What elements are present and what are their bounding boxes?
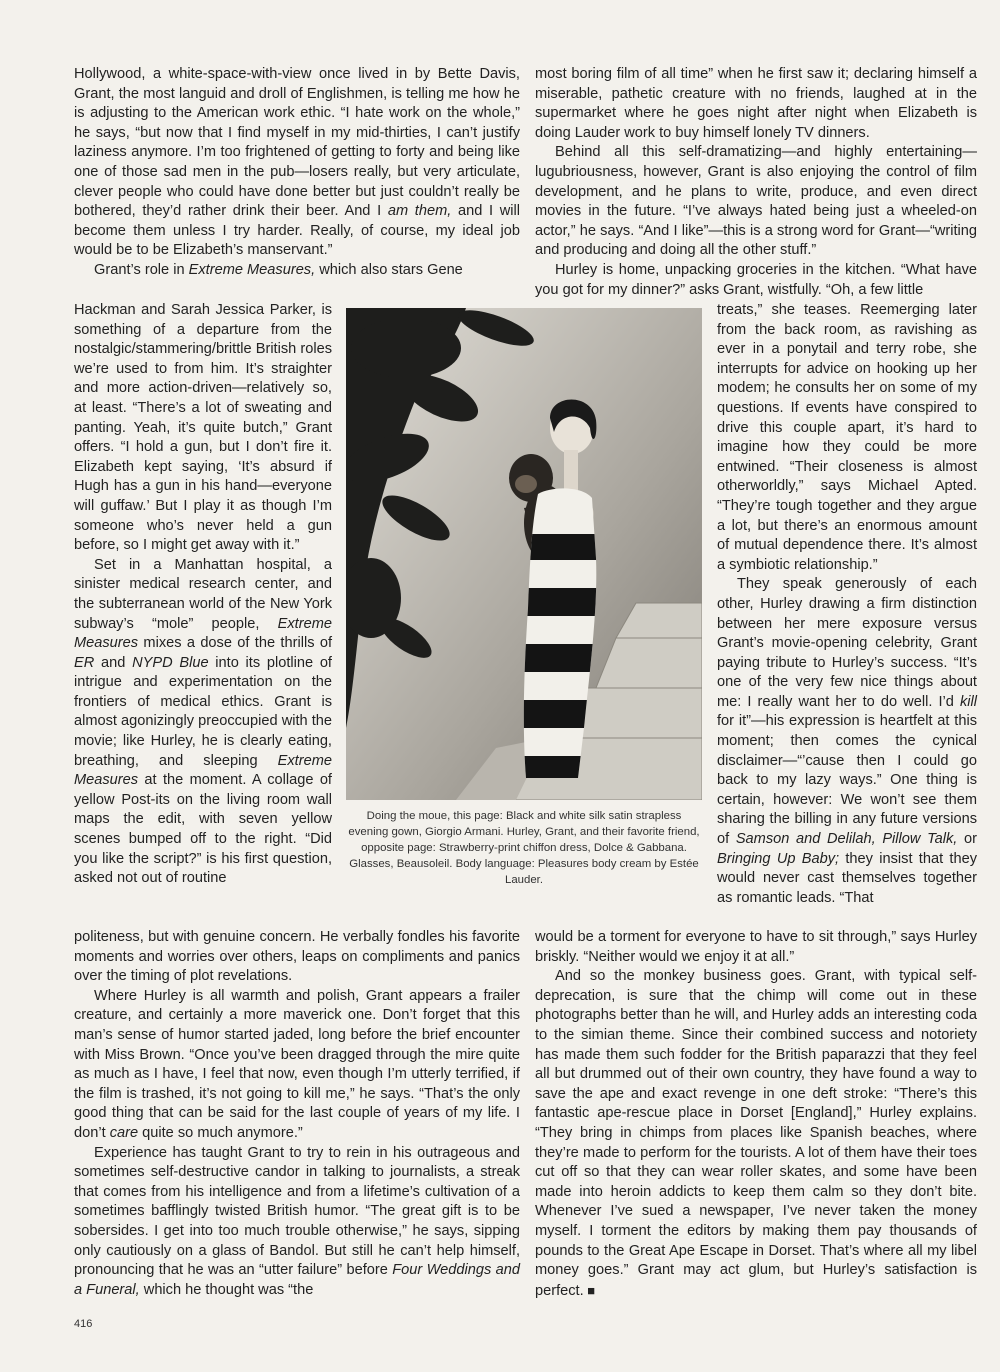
paragraph: Where Hurley is all warmth and polish, Grant appears a frailer creature, and certainly a more maverick one. Don’t forget that this man’s sense of humor started jaded, long before the brief encounter with Miss Brown. “Once you’ve been dragged through the mire quite as much as I have, I feel that now, even though I’m utterly terrified, if the film is trashed, it’s not going to kill me,” he says. “That’s the only good thing that can be said for the last couple of years of my life. I don’t care quite so much anymore.” [74,987,520,1141]
paragraph: They speak generously of each other, Hurley drawing a firm distinction between her mere exposure versus Grant’s movie-opening celebrity, Grant paying tribute to Hurley’s success. “It’s one of the very few nice things about me: I really want her to do well. I’d kill for it”—his expression is heartfelt at this moment; then comes the cynical disclaimer—“’cause then I could go back to my lazy ways.” One thing is certain, however: We won’t see them sharing the billing in any future versions of Samson and Delilah, Pillow Talk, or Bringing Up Baby; they insist that they would never cast themselves together as romantic leads. “That [717,576,977,906]
page-number: 416 [74,1318,93,1330]
paragraph: Grant’s role in Extreme Measures, which also stars Gene [94,261,463,278]
photograph [346,308,702,800]
paragraph: Behind all this self-dramatizing—and highly entertaining—lugubriousness, however, Grant is also enjoying the control of film development, and he plans to write, produce, and even direct movies in the future. “I’ve always hated being just a wheeled-on actor,” he says. “And I like”—this is a strong word for Grant—“writing and producing and doing all the other stuff.” [535,144,977,259]
right-column-bottom [535,928,977,1301]
photo-caption: Doing the moue, this page: Black and white silk satin strapless evening gown, Giorgio Armani. Hurley, Grant, and their favorite friend, opposite page: Strawberry-print chiffon dress, Dolce & Gabbana. Glasses, Beausoleil. Body language: Pleasures body cream by Estée Lauder. [348,810,700,886]
left-column-wrap [74,301,332,889]
paragraph: Hackman and Sarah Jessica Parker, is something of a departure from the nostalgic/stammering/brittle British roles we’re used to from him. It’s straighter and more action-driven—relatively so, at least. “There’s a lot of sweating and panting. Yeah, it’s quite butch,” Grant offers. “I hold a gun, but I don’t fire it. Elizabeth kept saying, ‘It’s absurd if Hugh has a gun in his hand—everyone will guffaw.’ But I play it as though I’m someone who’s never held a gun before, so I might get away with it.” [74,302,332,554]
paragraph: treats,” she teases. Reemerging later from the back room, as ravishing as ever in a ponytail and terry robe, she interrupts for advice on hooking up her modem; he consults her on some of my questions. If events have conspired to drive this couple apart, it’s hard to imagine how they could be more entwined. “Their closeness is almost otherworldly,” says Michael Apted. “They’re tough together and they argue a lot, but there’s an enormous amount of mutual dependence there. It’s almost a symbiotic relationship.” [717,302,977,573]
left-column-top [74,65,520,281]
paragraph: Set in a Manhattan hospital, a sinister medical research center, and the subterranean world of the New York subway’s “mole” people, Extreme Measures mixes a dose of the thrills of ER and NYPD Blue into its plotline of intrigue and experimentation on the frontiers of medical ethics. Grant is almost agonizingly preoccupied with the movie; like Hurley, he is clearly eating, breathing, and sleeping Extreme Measures at the moment. A collage of yellow Post-its on the living room wall maps the edit, with seven yellow scenes bumped off to the right. “Did you like the script?” is his first question, asked not out of routine [74,556,332,887]
photo-illustration [346,308,702,800]
paragraph: Hurley is home, unpacking groceries in the kitchen. “What have you got for my dinner?” asks Grant, wistfully. “Oh, a few little [535,261,977,298]
paragraph: politeness, but with genuine concern. He verbally fondles his favorite moments and worries over others, leaps on compliments and panics over the timing of plot revelations. [74,929,520,985]
right-column-wrap [717,301,977,908]
right-column-top [535,65,977,300]
left-column-bottom [74,928,520,1300]
paragraph: would be a torment for everyone to have to sit through,” says Hurley briskly. “Neither would we enjoy it at all.” [535,929,977,965]
paragraph: most boring film of all time” when he first saw it; declaring himself a miserable, pathetic creature with no friends, laughed at in the supermarket where he goes night after night when Elizabeth is doing Lauder work to buy himself lonely TV dinners. [535,66,977,141]
paragraph: Experience has taught Grant to try to rein in his outrageous and sometimes self-destructive candor in talking to journalists, a streak that comes from his intelligence and from a lifetime’s cultivation of a sometimes bafflingly twisted British humor. “The great gift is to be sobersides. I get into too much trouble otherwise,” he says, sipping only cautiously on a glass of Bandol. But still he can’t help himself, pronouncing that he was an “utter failure” before Four Weddings and a Funeral, which he thought was “the [74,1144,520,1298]
paragraph: And so the monkey business goes. Grant, with typical self-deprecation, is sure that the chimp will come out in these photographs better than he will, and Hurley adds an interesting coda to the simian theme. Since their combined success and notoriety has made them such fodder for the British paparazzi that they feel all but drummed out of their own country, they have found a way to save the ape and exact revenge in one deft stroke: “There’s this fantastic ape-rescue place in Dorset [England],” Hurley explains. “They bring in chimps from places like Spanish beaches, where they’re made to perform for the tourists. A lot of them have their toes cut off so that they can wear roller skates, and some have been made into heroin addicts to keep them calm so they don’t bite. Whenever I’ve sued a newspaper, I’ve never taken the money myself. I torment the editors by making them pay thousands of pounds to the Great Ape Escape in Dorset. That’s where all my libel money goes.” Grant may act glum, but Hurley’s satisfaction is perfect. ■ [535,967,977,1301]
paragraph: Hollywood, a white-space-with-view once lived in by Bette Davis, Grant, the most languid and droll of Englishmen, is telling me how he is adjusting to the American work ethic. “I hate work on the whole,” he says, “but now that I find myself in my mid-thirties, I can’t justify laziness anymore. I’m too frightened of getting to forty and being like one of those sad men in the pub—losers really, but very articulate, clever people who could have done better but just couldn’t really be bothered, they’d rather drink their beer. And I am them, and I will become them unless I try harder. Really, of course, my ideal job would be to be Elizabeth’s manservant.” [74,66,520,259]
